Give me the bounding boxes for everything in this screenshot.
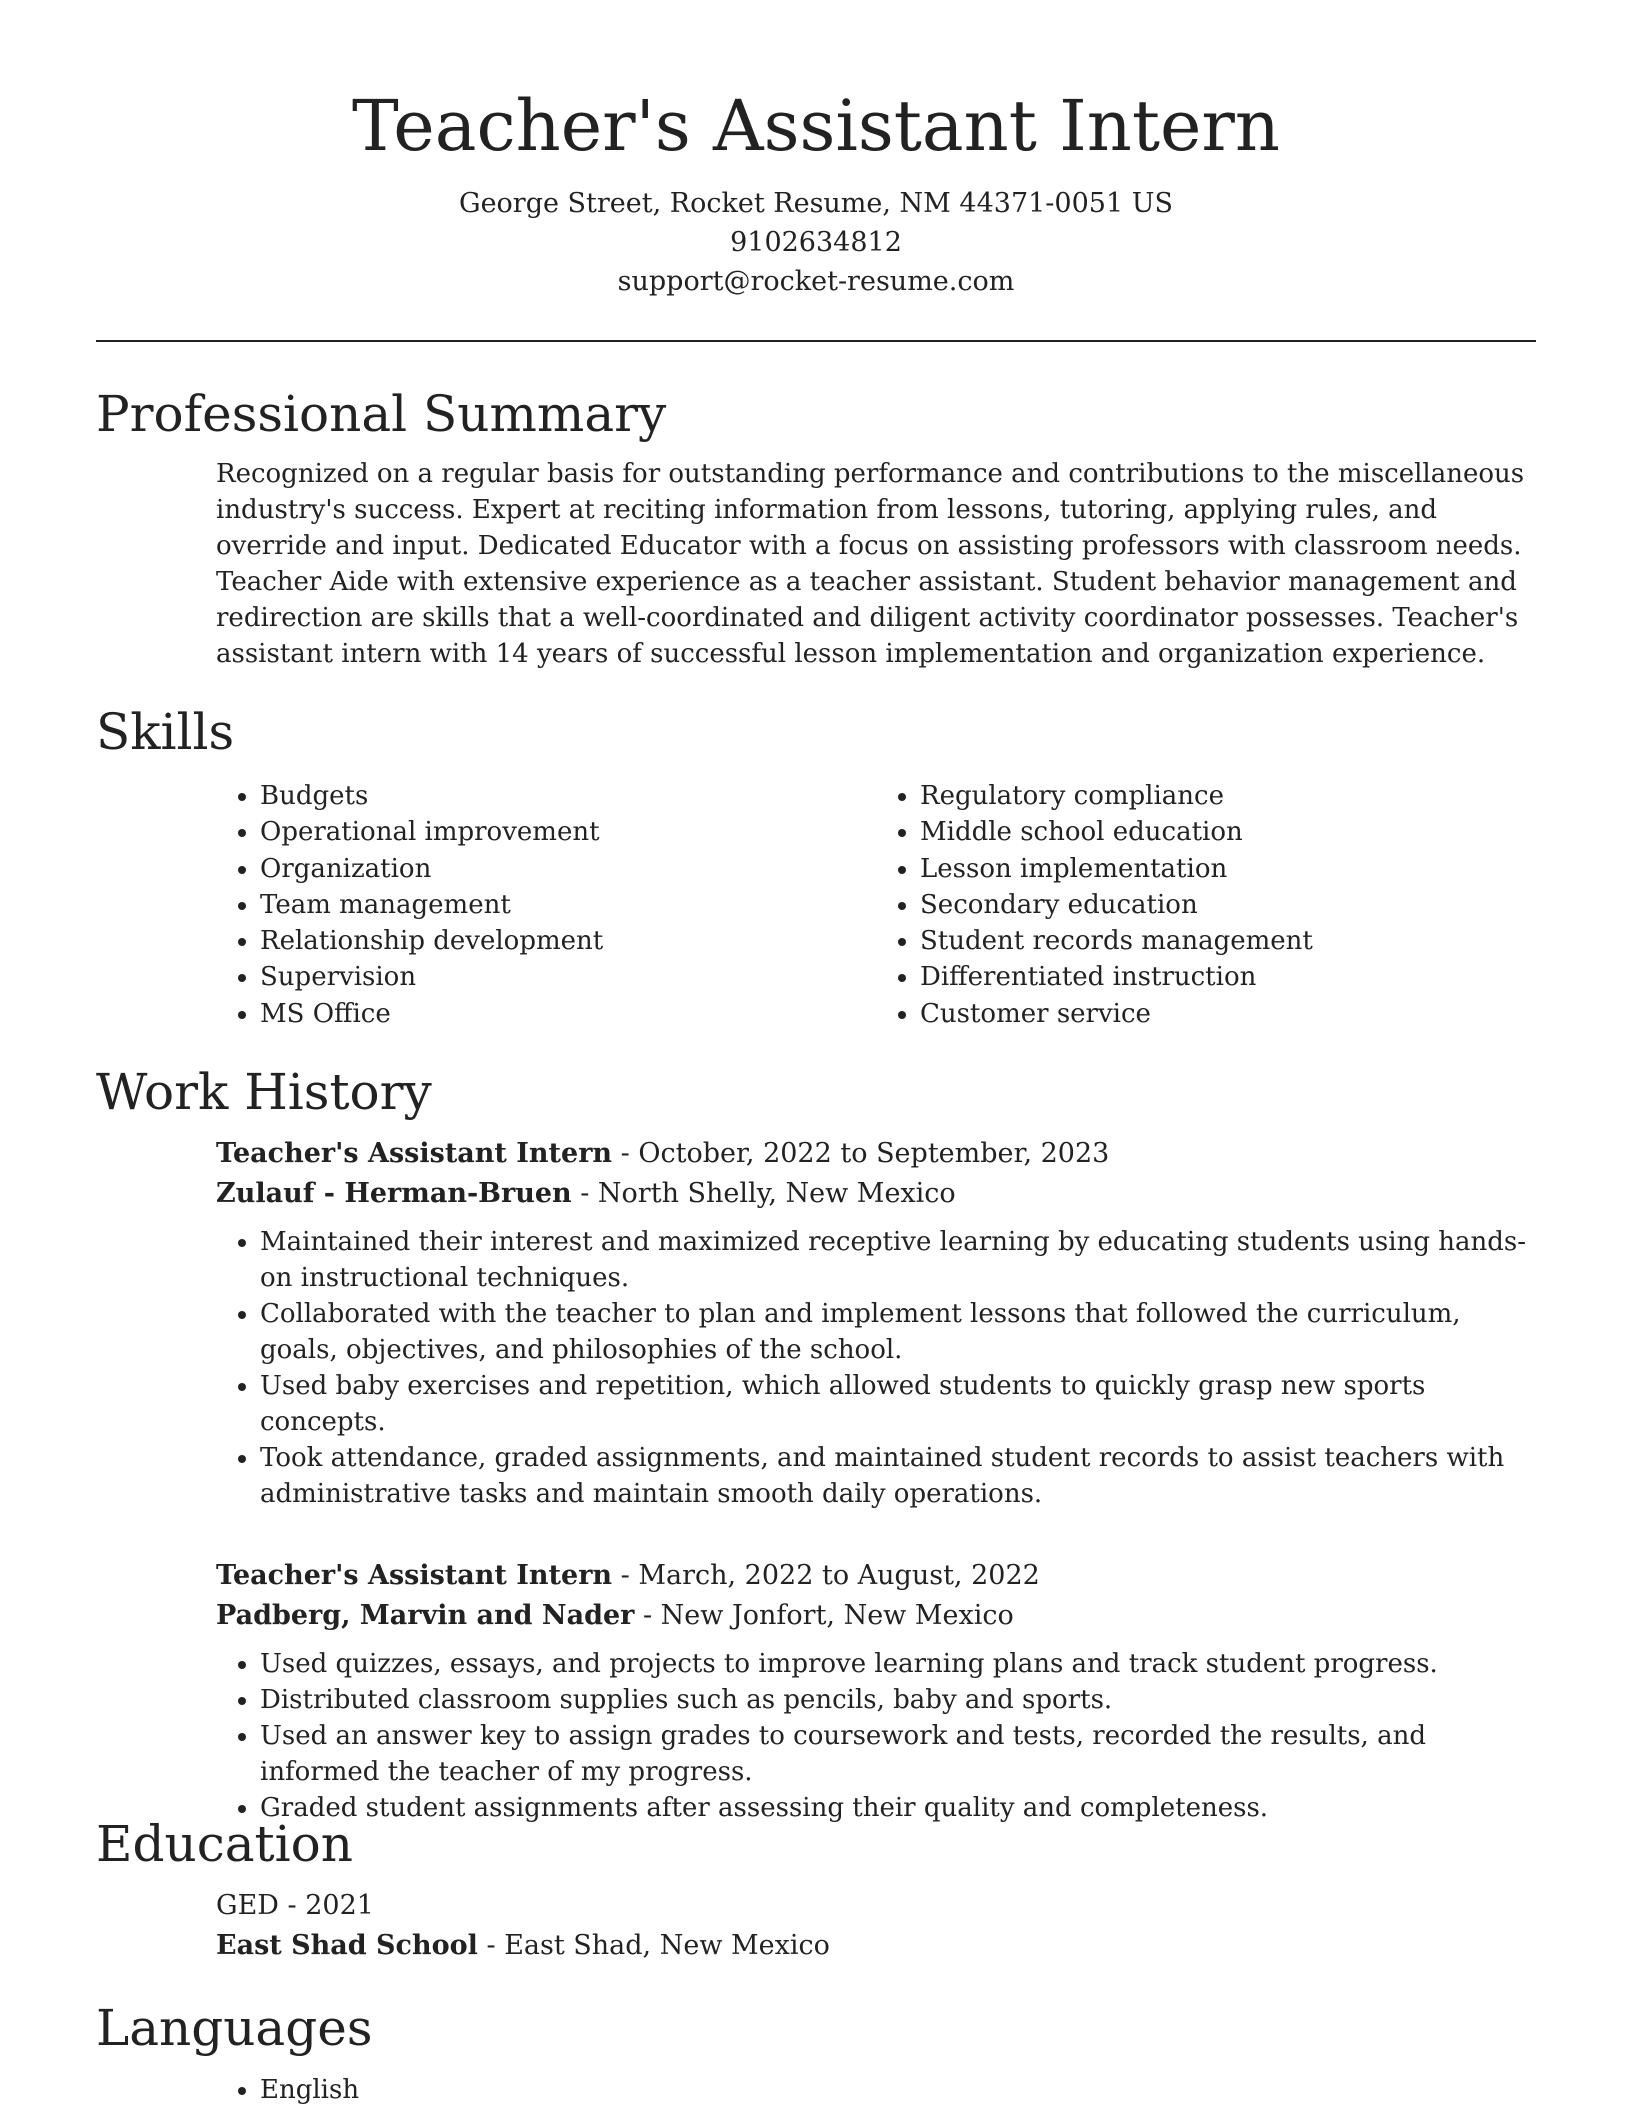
- skill-item: • Relationship development: [260, 923, 876, 959]
- job-entry: [216, 1556, 1536, 1826]
- job-location: - North Shelly, New Mexico: [571, 1178, 956, 1209]
- education-heading: Education: [96, 1815, 353, 1873]
- skill-item: • Differentiated instruction: [920, 959, 1536, 995]
- work-history-section: [96, 1060, 1536, 1826]
- job-bullets: [216, 1646, 1536, 1826]
- candidate-name: Teacher's Assistant Intern: [352, 85, 1280, 167]
- job-bullet: • Took attendance, graded assignments, and maintained student records to assist teachers with administrative tasks and maintain smooth daily operations.: [260, 1440, 1536, 1512]
- skills-heading: Skills: [96, 703, 235, 761]
- job-bullet: • Used quizzes, essays, and projects to improve learning plans and track student progress.: [260, 1646, 1536, 1682]
- job-title: Teacher's Assistant Intern: [216, 1560, 613, 1591]
- skill-item: • Regulatory compliance: [920, 778, 1536, 814]
- education-location: - East Shad, New Mexico: [477, 1930, 830, 1961]
- contact-email: support@rocket-resume.com: [617, 266, 1015, 297]
- skills-column-right: [876, 778, 1536, 1032]
- job-bullet: • Distributed classroom supplies such as pencils, baby and sports.: [260, 1682, 1536, 1718]
- resume-header: [96, 80, 1536, 301]
- education-school: East Shad School: [216, 1930, 478, 1961]
- work-history-heading: Work History: [96, 1063, 432, 1121]
- skills-grid: [216, 778, 1536, 1032]
- languages-heading: Languages: [96, 1999, 373, 2057]
- contact-phone: 9102634812: [730, 227, 902, 258]
- skill-item: • Operational improvement: [260, 814, 876, 850]
- skills-section: [96, 700, 1536, 1032]
- job-bullet: • Maintained their interest and maximized receptive learning by educating students using hands-on instructional techniques.: [260, 1224, 1536, 1296]
- job-company-line: [216, 1596, 1536, 1636]
- job-bullets: [216, 1224, 1536, 1512]
- job-company: Zulauf - Herman-Bruen: [216, 1178, 572, 1209]
- job-company-line: [216, 1174, 1536, 1214]
- skill-item: • Lesson implementation: [920, 851, 1536, 887]
- job-bullet: • Used an answer key to assign grades to coursework and tests, recorded the results, and informed the teacher of my progress.: [260, 1718, 1536, 1790]
- skill-item: • Budgets: [260, 778, 876, 814]
- job-bullet: • Graded student assignments after assessing their quality and completeness.: [260, 1790, 1536, 1826]
- job-entry: [216, 1134, 1536, 1512]
- summary-text: Recognized on a regular basis for outstanding performance and contributions to the miscellaneous industry's success. Expert at reciting information from lessons, tutoring, applying rules, and override and input. Dedicated Educator with a focus on assisting professors with classroom needs. Teacher Aide with extensive experience as a teacher assistant. Student behavior management and redirection are skills that a well-coordinated and diligent activity coordinator possesses. Teacher's assistant intern with 14 years of successful lesson implementation and organization experience.: [216, 459, 1525, 669]
- skills-column-left: [216, 778, 876, 1032]
- language-item: • English: [260, 2072, 1536, 2108]
- contact-address: George Street, Rocket Resume, NM 44371-0051 US: [459, 188, 1173, 219]
- skill-item: • Customer service: [920, 996, 1536, 1032]
- job-dates: - March, 2022 to August, 2022: [612, 1560, 1040, 1591]
- education-degree-line: [216, 1886, 1536, 1926]
- summary-section: [96, 382, 1536, 672]
- education-year: - 2021: [278, 1890, 374, 1921]
- summary-heading: Professional Summary: [96, 385, 667, 443]
- job-location: - New Jonfort, New Mexico: [634, 1600, 1014, 1631]
- education-school-line: [216, 1926, 1536, 1966]
- education-section: [96, 1812, 1536, 1966]
- job-bullet: • Collaborated with the teacher to plan and implement lessons that followed the curriculum, goals, objectives, and philosophies of the school.: [260, 1296, 1536, 1368]
- header-divider: [96, 340, 1536, 342]
- skill-item: • MS Office: [260, 996, 876, 1032]
- education-entry: [216, 1886, 1536, 1966]
- job-company: Padberg, Marvin and Nader: [216, 1600, 635, 1631]
- skill-item: • Middle school education: [920, 814, 1536, 850]
- skill-item: • Supervision: [260, 959, 876, 995]
- job-title: Teacher's Assistant Intern: [216, 1138, 613, 1169]
- languages-section: [96, 1996, 1536, 2108]
- job-title-line: [216, 1556, 1536, 1596]
- job-dates: - October, 2022 to September, 2023: [612, 1138, 1110, 1169]
- languages-list: [216, 2072, 1536, 2108]
- skill-item: • Secondary education: [920, 887, 1536, 923]
- skill-item: • Team management: [260, 887, 876, 923]
- contact-info: [96, 184, 1536, 301]
- job-bullet: • Used baby exercises and repetition, which allowed students to quickly grasp new sports concepts.: [260, 1368, 1536, 1440]
- skill-item: • Organization: [260, 851, 876, 887]
- skill-item: • Student records management: [920, 923, 1536, 959]
- education-degree: GED: [216, 1890, 279, 1921]
- job-title-line: [216, 1134, 1536, 1174]
